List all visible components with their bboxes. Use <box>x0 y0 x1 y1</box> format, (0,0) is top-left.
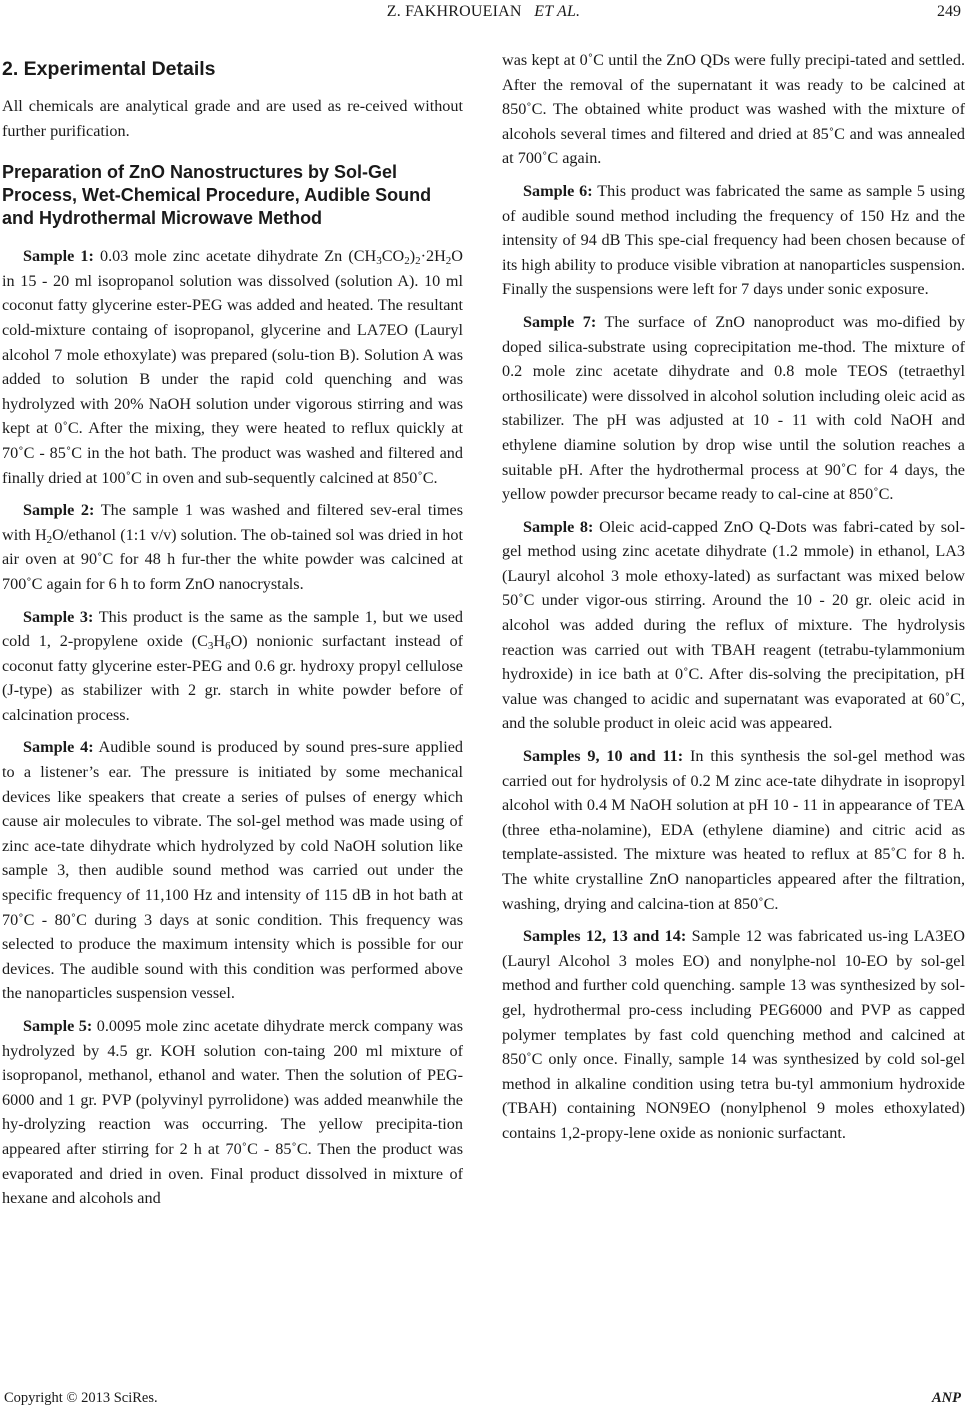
sample-5-paragraph: Sample 5: 0.0095 mole zinc acetate dihydrate merck company was hydrolyzed by 4.5 gr. KOH solution con-taing 200 ml mixture of isopropanol, methanol, ethanol and water. Then the solution of PEG-6000 and 1 gr. PVP (polyvinyl pyrrolidone) was added meanwhile the hy-drolyzing reaction was occurring. The yellow precipita-tion appeared after stirring for 2 h at 70˚C - 85˚C. Then the product was evaporated and dried in oven. Final product dissolved in mixture of hexane and alcohols and <box>2 1017 464 1208</box>
sample-1-label: Sample 1: <box>23 247 94 266</box>
sample-2-paragraph: Sample 2: The sample 1 was washed and filtered sev-eral times with $H_2O$/ethanol (1:1 v/v) solution. The ob-tained sol was dried in hot air oven at 90˚C for 48 h fur-ther the white powder was calcined at 700˚C again for 6 h to form ZnO nanocrystals. <box>2 501 464 593</box>
running-head-authors: Z. FAKHROUEIAN ET AL. <box>386 3 581 20</box>
journal-abbreviation: ANP <box>932 1390 961 1406</box>
copyright-notice: Copyright © 2013 SciRes. <box>4 1390 158 1406</box>
sample-7-paragraph: Sample 7: The surface of ZnO nanoproduct was mo-dified by doped silica-substrate using coprecipitation me-thod. The mixture of 0.2 mole zinc acetate dihydrate and 0.8 mole TEOS (tetraethyl orthosilicate) were dissolved in alcohol solution including oleic acid as stabilizer. The pH was adjusted at 10 - 11 with cold NaOH and ethylene diamine solution by drop wise until the solution reaches a suitable pH. After the hydrothermal process at 90˚C for 4 days, the yellow powder precursor became ready to cal-cine at 850˚C. <box>502 312 966 504</box>
et-al: ET AL. <box>534 3 581 20</box>
subsection-title: Preparation of ZnO Nanostructures by Sol-Gel Process, Wet-Chemical Procedure, Audible Sound and Hydrothermal Microwave Method <box>2 162 432 229</box>
sample-1-paragraph: Sample 1: 0.03 mole zinc acetate dihydrate Zn $(CH_3CO_2)_2\cdot 2H_2O$ in 15 - 20 ml isopropanol solution was dissolved (solution A). 10 ml coconut fatty glycerine ester-PEG was added and heated. The resultant cold-mixture containg of isopropanol, glycerine and LA7EO (Lauryl alcohol 7 mole ethoxylate) was prepared (solu-tion B). Solution A was added to solution B under the rapid cold quenching and was hydrolyzed with 20% NaOH solution under vigorous stirring and was kept at 0˚C. After the mixing, they were heated to reflux quickly at 70˚C - 85˚C in the hot bath. The product was washed and filtered and finally dried at 100˚C in oven and sub-sequently calcined at 850˚C. <box>2 247 463 487</box>
sample-5-continuation: was kept at 0˚C until the ZnO QDs were fully precipi-tated and settled. After the removal of the supernatant it was ready to be calcined at 850˚C. The obtained white product was washed with the mixture of alcohols several times and filtered and dried at 85˚C and was annealed at 700˚C again. <box>502 51 965 168</box>
running-head <box>0 3 967 29</box>
samples-12-14-label: Samples 12, 13 and 14: <box>523 927 687 946</box>
sample-6-paragraph: Sample 6: This product was fabricated the same as sample 5 using of audible sound method including the frequency of 150 Hz and the intensity of 94 dB This spe-cial frequency had been chosen because of its high ability to produce visible vibration at nanoparticles suspension. Finally the suspensions were left for 7 days under sonic exposure. <box>502 181 966 299</box>
sample-4-label: Sample 4: <box>23 738 94 757</box>
samples-9-11-label: Samples 9, 10 and 11: <box>523 747 684 766</box>
sample-6-label: Sample 6: <box>523 181 593 200</box>
section-intro: All chemicals are analytical grade and are used as re-ceived without further purification. <box>2 97 463 140</box>
sample-7-label: Sample 7: <box>523 312 597 331</box>
right-column <box>502 48 965 1154</box>
sample-5-label: Sample 5: <box>23 1017 93 1035</box>
sample-3-label: Sample 3: <box>23 607 94 626</box>
samples-12-14-paragraph: Samples 12, 13 and 14: Sample 12 was fabricated us-ing LA3EO (Lauryl Alcohol 3 moles EO) and nonylphe-nol 10-EO by sol-gel method and further cold quenching. sample 13 was synthesized by sol-gel, hydrothermal pro-cess including PEG6000 and PVP as capped polymer templates by fast cold quenching method and calcined at 850˚C only once. Finally, sample 14 was synthesized by cold sol-gel method in alkaline condition using tetra bu-tyl ammonium hydroxide (TBAH) containing NON9EO (nonylphenol 9 moles ethoxylated) contains 1,2-propy-lene oxide as nonionic surfactant. <box>502 927 965 1142</box>
section-title: 2. Experimental Details <box>2 58 216 80</box>
samples-9-11-paragraph: Samples 9, 10 and 11: In this synthesis the sol-gel method was carried out for hydrolysis of 0.2 M zinc ace-tate dihydrate in isopropyl alcohol with 0.4 M NaOH solution at pH 10 - 11 in appearance of TEA (three etha-nolamine), EDA (ethylene diamine) and citric acid as template-assisted. The mixture was heated to reflux at 85˚C for 8 h. The white crystalline ZnO nanoparticles appeared after the filtration, washing, drying and calcina-tion at 850˚C. <box>502 747 965 913</box>
sample-3-paragraph: Sample 3: This product is the same as the sample 1, but we used cold 1, 2-propylene oxide $(C_3H_6O)$ nonionic surfactant instead of coconut fatty glycerine ester-PEG and 0.6 gr. hydroxy propyl cellulose (J-type) as stabilizer with 2 gr. starch in white powder before of calcination process. <box>2 607 463 724</box>
sample-8-label: Sample 8: <box>523 517 594 536</box>
sample-4-paragraph: Sample 4: Audible sound is produced by sound pres-sure applied to a listener’s ear. The pressure is initiated by some mechanical devices like speakers that create a series of pulses of energy which cause air molecules to vibrate. The sol-gel method was made using of zinc ace-tate dihydrate which hydrolyzed by cold NaOH solution like sample 3, then audible sound method was carried out under the specific frequency of 11,100 Hz and intensity of 115 dB in hot bath at 70˚C - 80˚C during 3 days at sonic condition. This frequency was selected to produce the maximum intensity which is possible for our devices. The audible sound with this condition was performed above the nanoparticles suspension vessel. <box>2 738 463 1003</box>
page-number: 249 <box>937 3 961 20</box>
sample-2-label: Sample 2: <box>23 501 95 520</box>
sample-8-paragraph: Sample 8: Oleic acid-capped ZnO Q-Dots was fabri-cated by sol-gel method using zinc acetate dihydrate (1.2 mmole) in ethanol, LA3 (Lauryl alcohol 3 mole ethoxy-lated) as surfactant was mixed below 50˚C under vigor-ous stirring. Around the 10 - 20 gr. oleic acid in alcohol was added during the reflux of mixture. The hydrolysis reaction was carried out with TBAH reagent (tetrabu-tylammonium hydroxide) in ice bath at 0˚C. After dis-solving the precipitation, pH value was changed to acidic and supernatant was evaporated at 60˚C, and the soluble product in oleic acid was appeared. <box>502 517 966 733</box>
left-column <box>2 48 463 1219</box>
page-footer <box>0 1390 967 1412</box>
